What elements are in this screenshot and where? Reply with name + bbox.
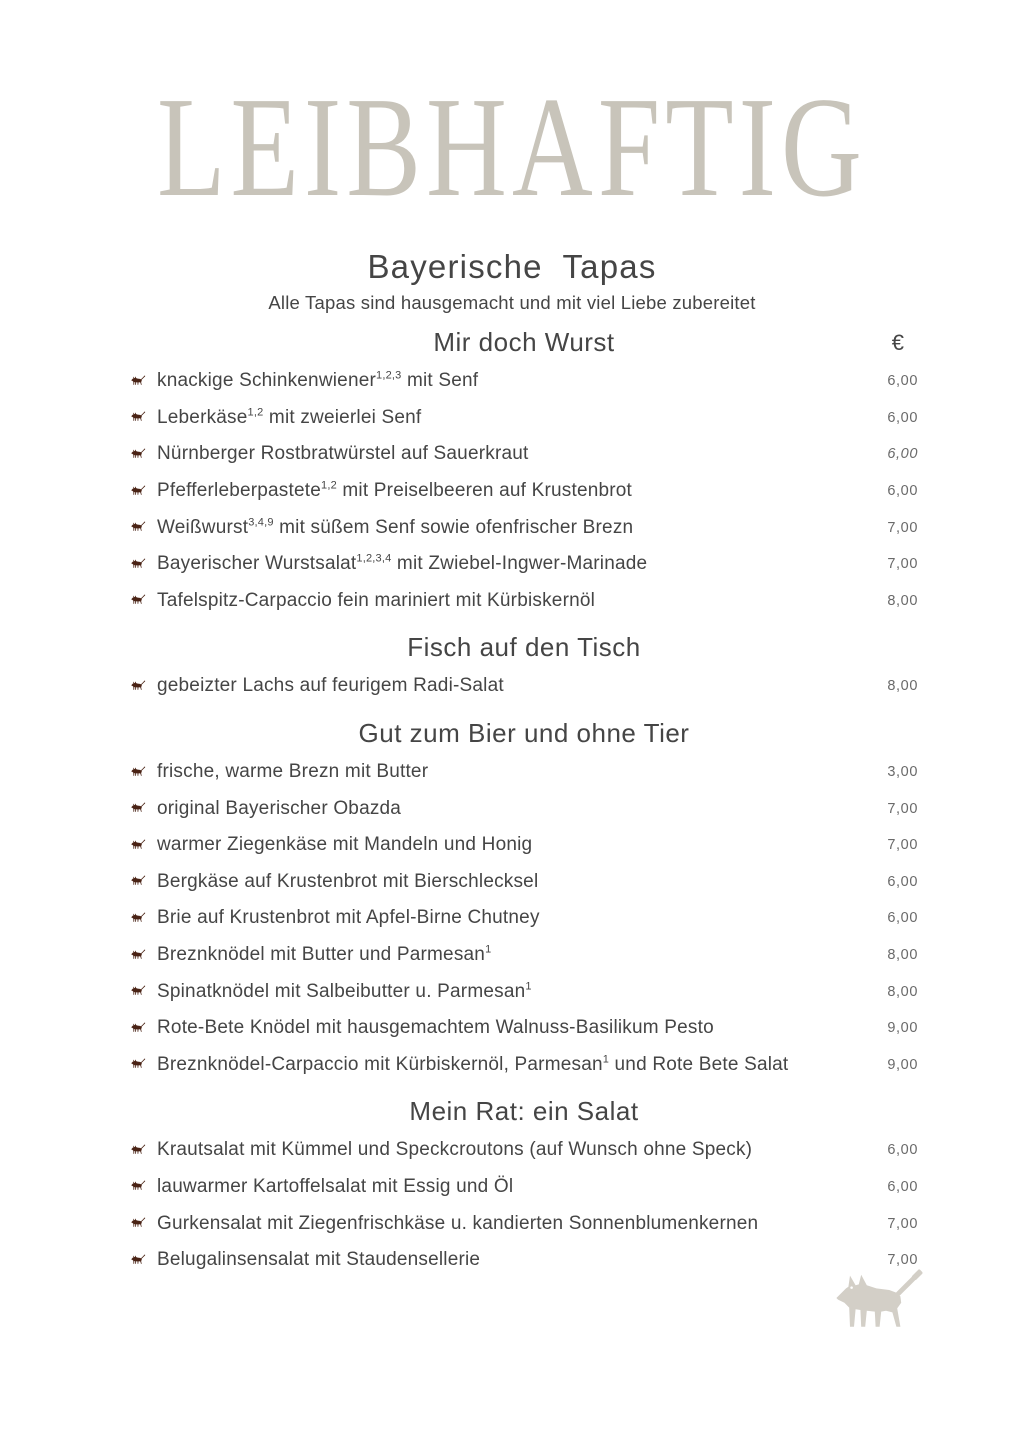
menu-item-name: knackige Schinkenwiener$^{1,2,3}$ mit Senf xyxy=(157,369,479,392)
menu-item-price: 6,00 xyxy=(887,446,918,463)
menu-item-name: Breznknödel-Carpaccio mit Kürbiskernöl, Parmesan$^1$ und Rote Bete Salat xyxy=(157,1053,789,1075)
menu-item-name: Breznknödel mit Butter und Parmesan$^1$ xyxy=(157,943,492,966)
menu-item-price: 7,00 xyxy=(887,556,918,573)
fox-bullet-icon xyxy=(130,1217,146,1230)
menu-item-row xyxy=(130,1010,918,1047)
menu-item-row xyxy=(130,973,918,1010)
fox-with-wheat-tail-icon xyxy=(830,1266,926,1346)
menu-item-row xyxy=(130,864,918,901)
menu-section xyxy=(130,327,918,619)
menu-item-row xyxy=(130,400,918,437)
logo-text: LEIBHAFTIG xyxy=(157,68,867,228)
allergen-superscript: 3,4,9 xyxy=(248,516,274,529)
menu-item-price: 8,00 xyxy=(887,592,918,609)
menu-item-row xyxy=(130,754,918,791)
menu-subtitle: Alle Tapas sind hausgemacht und mit viel Liebe zubereitet xyxy=(268,292,756,313)
fox-bullet-icon xyxy=(130,521,146,534)
fox-bullet-icon xyxy=(130,1058,146,1071)
fox-bullet-icon xyxy=(130,411,146,424)
menu-item-price: 6,00 xyxy=(887,409,918,426)
menu-section xyxy=(130,1096,918,1278)
allergen-superscript: 1,2,3 xyxy=(376,369,402,382)
menu-item-row xyxy=(130,436,918,473)
menu-item-name: Weißwurst$^{3,4,9}$ mit süßem Senf sowie ofenfrischer Brezn xyxy=(157,516,634,538)
section-heading: Fisch auf den Tisch xyxy=(407,632,641,663)
menu-item-row xyxy=(130,937,918,974)
menu-item-name: Belugalinsensalat mit Staudensellerie xyxy=(157,1249,481,1271)
menu-item-name: frische, warme Brezn mit Butter xyxy=(157,761,429,783)
menu-item-row xyxy=(130,900,918,937)
menu-item-name: Leberkäse$^{1,2}$ mit zweierlei Senf xyxy=(157,406,422,428)
menu-item-price: 7,00 xyxy=(887,1215,918,1232)
menu-item-price: 6,00 xyxy=(887,910,918,927)
fox-bullet-icon xyxy=(130,875,146,888)
menu-item-name: Bayerischer Wurstsalat$^{1,2,3,4}$ mit Zwiebel-Ingwer-Marinade xyxy=(157,552,648,575)
section-heading: Mein Rat: ein Salat xyxy=(409,1096,639,1127)
menu-item-price: 8,00 xyxy=(887,947,918,964)
menu-section xyxy=(130,632,918,705)
menu-item-price: 6,00 xyxy=(887,1142,918,1159)
menu-item-row xyxy=(130,473,918,510)
menu-item-name: Bergkäse auf Krustenbrot mit Bierschlecksel xyxy=(157,870,539,892)
fox-bullet-icon xyxy=(130,1180,146,1193)
menu-item-row xyxy=(130,1242,918,1279)
menu-item-row xyxy=(130,1205,918,1242)
menu-item-name: Nürnberger Rostbratwürstel auf Sauerkraut xyxy=(157,443,529,465)
fox-bullet-icon xyxy=(130,594,146,607)
menu-item-row xyxy=(130,827,918,864)
fox-bullet-icon xyxy=(130,680,146,693)
menu-item-row xyxy=(130,1132,918,1169)
allergen-superscript: 1 xyxy=(525,980,532,993)
restaurant-logo xyxy=(0,0,1024,228)
menu-item-price: 6,00 xyxy=(887,1178,918,1195)
menu-item-price: 9,00 xyxy=(887,1056,918,1073)
fox-bullet-icon xyxy=(130,766,146,779)
allergen-superscript: 1 xyxy=(485,943,492,956)
menu-item-row xyxy=(130,790,918,827)
fox-bullet-icon xyxy=(130,839,146,852)
menu-item-price: 7,00 xyxy=(887,519,918,536)
fox-bullet-icon xyxy=(130,912,146,925)
menu-item-name: Krautsalat mit Kümmel und Speckcroutons (auf Wunsch ohne Speck) xyxy=(157,1139,753,1161)
menu-item-name: gebeizter Lachs auf feurigem Radi-Salat xyxy=(157,675,504,697)
fox-bullet-icon xyxy=(130,375,146,388)
section-heading-row xyxy=(130,632,918,663)
menu-item-row xyxy=(130,1047,918,1084)
section-heading-row xyxy=(130,327,918,358)
menu-item-row xyxy=(130,668,918,705)
menu-item-row xyxy=(130,363,918,400)
menu-item-name: Gurkensalat mit Ziegenfrischkäse u. kandierten Sonnenblumenkernen xyxy=(157,1212,759,1234)
menu-item-price: 3,00 xyxy=(887,764,918,781)
menu-item-price: 7,00 xyxy=(887,800,918,817)
fox-bullet-icon xyxy=(130,485,146,498)
fox-bullet-icon xyxy=(130,1022,146,1035)
fox-bullet-icon xyxy=(130,558,146,571)
menu-section xyxy=(130,718,918,1083)
menu-item-name: Spinatknödel mit Salbeibutter u. Parmesan$^1$ xyxy=(157,980,532,1002)
menu-item-name: original Bayerischer Obazda xyxy=(157,797,402,819)
menu-item-row xyxy=(130,583,918,620)
fox-bullet-icon xyxy=(130,1144,146,1157)
allergen-superscript: 1,2 xyxy=(321,479,337,492)
menu-item-price: 7,00 xyxy=(887,1252,918,1269)
menu-item-row xyxy=(130,509,918,546)
allergen-superscript: 1,2 xyxy=(247,406,264,419)
menu-item-price: 6,00 xyxy=(887,483,918,500)
section-heading: Mir doch Wurst xyxy=(433,327,615,357)
menu-item-row xyxy=(130,1169,918,1206)
menu-item-price: 8,00 xyxy=(887,678,918,695)
menu-sections xyxy=(130,327,918,1278)
currency-header: € xyxy=(891,330,904,355)
menu-item-row xyxy=(130,546,918,583)
section-heading-row xyxy=(130,1096,918,1127)
menu-item-price: 8,00 xyxy=(887,983,918,1000)
menu-item-name: Tafelspitz-Carpaccio fein mariniert mit Kürbiskernöl xyxy=(157,589,596,611)
fox-bullet-icon xyxy=(130,985,146,998)
section-heading: Gut zum Bier und ohne Tier xyxy=(358,717,690,748)
menu-item-price: 9,00 xyxy=(887,1020,918,1037)
menu-item-price: 6,00 xyxy=(887,373,918,390)
menu-item-name: Brie auf Krustenbrot mit Apfel-Birne Chutney xyxy=(157,907,540,929)
menu-item-name: Rote-Bete Knödel mit hausgemachtem Walnuss-Basilikum Pesto xyxy=(157,1017,714,1039)
menu-title: Bayerische Tapas xyxy=(367,248,657,285)
fox-bullet-icon xyxy=(130,949,146,962)
allergen-superscript: 1,2,3,4 xyxy=(356,552,392,565)
fox-bullet-icon xyxy=(130,448,146,461)
allergen-superscript: 1 xyxy=(602,1053,610,1066)
menu-item-price: 7,00 xyxy=(887,837,918,854)
section-heading-row xyxy=(130,718,918,749)
menu-item-price: 6,00 xyxy=(887,873,918,890)
menu-item-name: warmer Ziegenkäse mit Mandeln und Honig xyxy=(157,834,533,856)
menu-item-name: lauwarmer Kartoffelsalat mit Essig und Öl xyxy=(157,1175,514,1197)
fox-bullet-icon xyxy=(130,1254,146,1267)
menu-item-name: Pfefferleberpastete$^{1,2}$ mit Preiselbeeren auf Krustenbrot xyxy=(157,479,633,502)
fox-bullet-icon xyxy=(130,802,146,815)
